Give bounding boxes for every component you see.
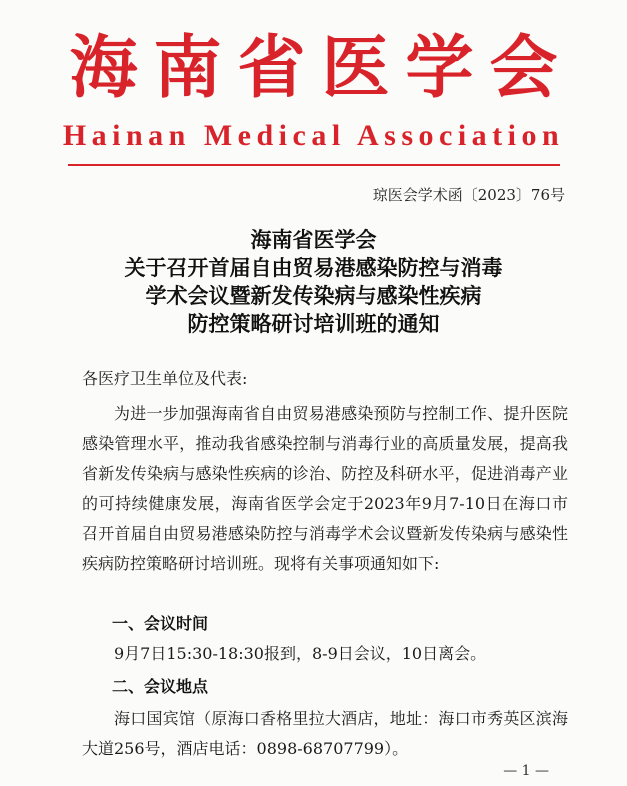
section-heading-meeting-venue: 二、会议地点 [112, 677, 209, 696]
document-title-line: 防控策略研讨培训班的通知 [187, 311, 440, 336]
section-text-meeting-venue: 海口国宾馆（原海口香格里拉大酒店，地址：海口市秀英区滨海大道256号，酒店电话：0898-68707799）。 [82, 709, 568, 758]
letterhead-red-divider [68, 164, 560, 166]
document-title-line: 关于召开首届自由贸易港感染防控与消毒 [124, 255, 503, 280]
document-number: 琼医会学术函〔2023〕76号 [372, 186, 565, 204]
intro-paragraph: 为进一步加强海南省自由贸易港感染预防与控制工作、提升医院感染管理水平，推动我省感染控制与消毒行业的高质量发展，提高我省新发传染病与感染性疾病的诊治、防控及科研水平，促进消毒产业的可持续健康发展，海南省医学会定于2023年9月7-10日在海口市召开首届自由贸易港感染防控与消毒学术会议暨新发传染病与感染性疾病防控策略研讨培训班。现将有关事项通知如下: [82, 404, 568, 573]
letterhead-org-name-en: Hainan Medical Association [62, 119, 565, 152]
section-heading-meeting-time: 一、会议时间 [112, 614, 209, 633]
salutation: 各医疗卫生单位及代表: [82, 369, 248, 388]
document-title-line: 学术会议暨新发传染病与感染性疾病 [145, 283, 482, 308]
letterhead-org-name-cn: 海南省医学会 [69, 28, 574, 108]
page-number: — 1 — [503, 763, 549, 779]
section-text-meeting-time: 9月7日15:30-18:30报到，8-9日会议，10日离会。 [114, 644, 487, 663]
document-title-line: 海南省医学会 [250, 227, 377, 252]
document-title [0, 226, 627, 338]
